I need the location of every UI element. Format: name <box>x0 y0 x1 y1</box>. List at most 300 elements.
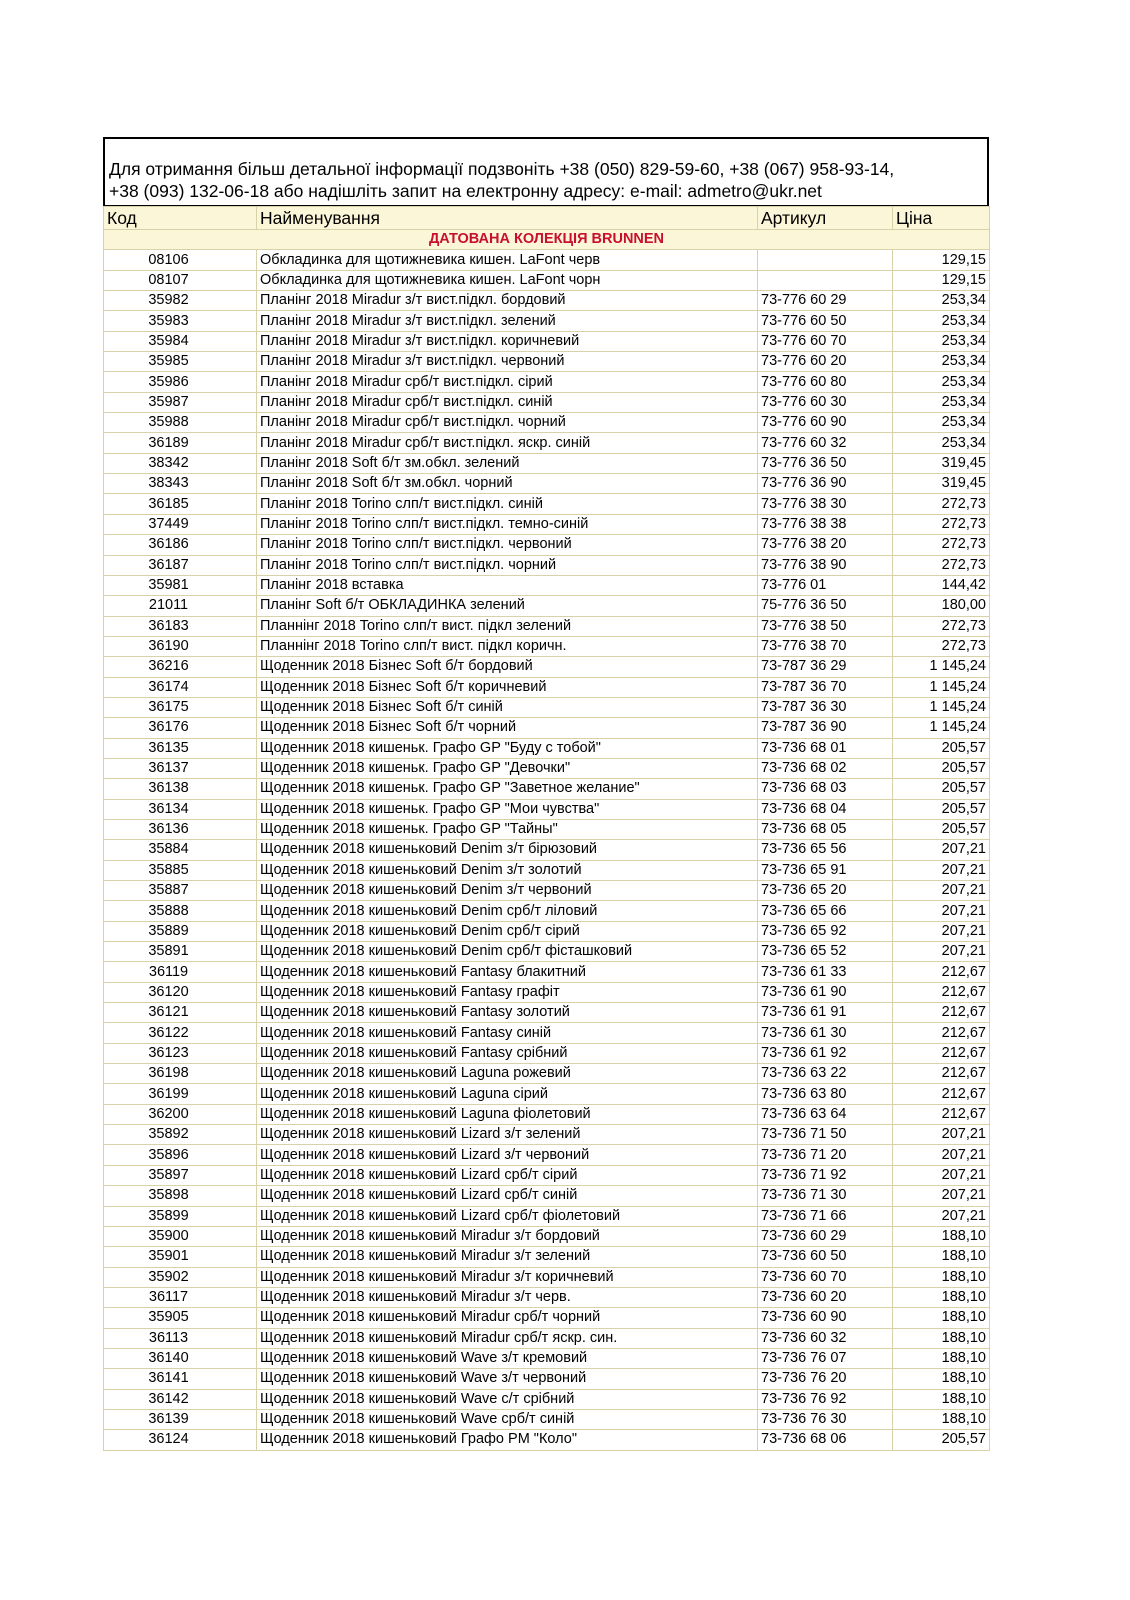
code-cell: 36142 <box>104 1389 257 1409</box>
table-row <box>104 1023 990 1043</box>
table-row <box>104 718 990 738</box>
price-cell: 253,34 <box>893 372 990 392</box>
table-row <box>104 575 990 595</box>
table-row <box>104 840 990 860</box>
code-cell: 36117 <box>104 1287 257 1307</box>
table-row <box>104 331 990 351</box>
code-cell: 35987 <box>104 392 257 412</box>
code-cell: 35885 <box>104 860 257 880</box>
table-row <box>104 738 990 758</box>
table-row <box>104 535 990 555</box>
code-cell: 36138 <box>104 779 257 799</box>
article-cell: 73-776 38 38 <box>758 514 893 534</box>
code-cell: 36186 <box>104 535 257 555</box>
name-cell: Планінг 2018 Miradur срб/т вист.підкл. чорний <box>257 413 758 433</box>
name-cell: Щоденник 2018 кишеньк. Графо GP "Заветное желание" <box>257 779 758 799</box>
code-cell: 38343 <box>104 474 257 494</box>
article-cell: 73-736 61 90 <box>758 982 893 1002</box>
price-cell: 212,67 <box>893 1003 990 1023</box>
table-row <box>104 311 990 331</box>
price-cell: 212,67 <box>893 982 990 1002</box>
price-cell: 319,45 <box>893 474 990 494</box>
name-cell: Щоденник 2018 кишеньковий Denim срб/т фісташковий <box>257 942 758 962</box>
article-cell: 73-736 61 33 <box>758 962 893 982</box>
name-cell: Щоденник 2018 кишеньковий Miradur срб/т яскр. син. <box>257 1328 758 1348</box>
table-row <box>104 596 990 616</box>
code-cell: 35891 <box>104 942 257 962</box>
price-cell: 253,34 <box>893 413 990 433</box>
article-cell: 73-776 36 50 <box>758 453 893 473</box>
code-cell: 36174 <box>104 677 257 697</box>
code-cell: 36139 <box>104 1409 257 1429</box>
table-row <box>104 1389 990 1409</box>
price-cell: 188,10 <box>893 1369 990 1389</box>
table-row <box>104 291 990 311</box>
table-header-row <box>104 207 990 230</box>
table-row <box>104 270 990 290</box>
name-cell: Планінг 2018 Miradur з/т вист.підкл. коричневий <box>257 331 758 351</box>
article-cell: 73-736 63 22 <box>758 1064 893 1084</box>
table-row <box>104 616 990 636</box>
article-cell: 73-736 60 20 <box>758 1287 893 1307</box>
name-cell: Щоденник 2018 кишеньковий Miradur з/т коричневий <box>257 1267 758 1287</box>
code-cell: 36135 <box>104 738 257 758</box>
table-row <box>104 433 990 453</box>
name-cell: Щоденник 2018 Бізнес Soft б/т бордовий <box>257 657 758 677</box>
price-cell: 272,73 <box>893 535 990 555</box>
code-cell: 08107 <box>104 270 257 290</box>
code-cell: 35889 <box>104 921 257 941</box>
name-cell: Щоденник 2018 Бізнес Soft б/т коричневий <box>257 677 758 697</box>
article-cell: 73-776 60 20 <box>758 352 893 372</box>
price-cell: 272,73 <box>893 616 990 636</box>
price-cell: 180,00 <box>893 596 990 616</box>
code-cell: 08106 <box>104 250 257 270</box>
name-cell: Планінг 2018 Miradur срб/т вист.підкл. сірий <box>257 372 758 392</box>
table-row <box>104 1409 990 1429</box>
price-cell: 188,10 <box>893 1267 990 1287</box>
table-row <box>104 1206 990 1226</box>
name-cell: Щоденник 2018 кишеньковий Wave з/т червоний <box>257 1369 758 1389</box>
article-cell: 73-736 68 02 <box>758 758 893 778</box>
price-cell: 144,42 <box>893 575 990 595</box>
price-cell: 188,10 <box>893 1328 990 1348</box>
price-cell: 205,57 <box>893 779 990 799</box>
table-row <box>104 901 990 921</box>
name-cell: Щоденник 2018 кишеньк. Графо GP "Буду с тобой" <box>257 738 758 758</box>
name-cell: Щоденник 2018 кишеньковий Lizard з/т червоний <box>257 1145 758 1165</box>
price-cell: 129,15 <box>893 250 990 270</box>
category-row <box>104 230 990 250</box>
name-cell: Планнінг 2018 Torino слп/т вист. підкл коричн. <box>257 636 758 656</box>
table-row <box>104 1064 990 1084</box>
name-cell: Щоденник 2018 кишеньк. Графо GP "Тайны" <box>257 819 758 839</box>
article-cell: 73-736 68 03 <box>758 779 893 799</box>
table-row <box>104 921 990 941</box>
price-cell: 188,10 <box>893 1389 990 1409</box>
code-cell: 38342 <box>104 453 257 473</box>
price-cell: 205,57 <box>893 799 990 819</box>
table-row <box>104 799 990 819</box>
code-cell: 36140 <box>104 1348 257 1368</box>
price-cell: 188,10 <box>893 1348 990 1368</box>
table-row <box>104 474 990 494</box>
table-row <box>104 1369 990 1389</box>
code-cell: 35905 <box>104 1308 257 1328</box>
code-cell: 35984 <box>104 331 257 351</box>
article-cell <box>758 270 893 290</box>
name-cell: Щоденник 2018 кишеньковий Miradur срб/т чорний <box>257 1308 758 1328</box>
table-row <box>104 392 990 412</box>
table-row <box>104 1003 990 1023</box>
header-price: Ціна <box>893 207 990 230</box>
table-row <box>104 250 990 270</box>
name-cell: Щоденник 2018 кишеньковий Denim срб/т сірий <box>257 921 758 941</box>
code-cell: 35898 <box>104 1186 257 1206</box>
code-cell: 36190 <box>104 636 257 656</box>
name-cell: Обкладинка для щотижневика кишен. LaFont черв <box>257 250 758 270</box>
code-cell: 36185 <box>104 494 257 514</box>
code-cell: 35902 <box>104 1267 257 1287</box>
name-cell: Щоденник 2018 кишеньковий Denim срб/т ліловий <box>257 901 758 921</box>
article-cell: 73-736 65 20 <box>758 881 893 901</box>
price-cell: 207,21 <box>893 1206 990 1226</box>
price-cell: 253,34 <box>893 291 990 311</box>
table-row <box>104 494 990 514</box>
price-cell: 188,10 <box>893 1409 990 1429</box>
name-cell: Щоденник 2018 кишеньковий Miradur з/т бордовий <box>257 1226 758 1246</box>
price-cell: 207,21 <box>893 1186 990 1206</box>
price-cell: 207,21 <box>893 942 990 962</box>
price-cell: 207,21 <box>893 901 990 921</box>
name-cell: Щоденник 2018 кишеньковий Lizard срб/т фіолетовий <box>257 1206 758 1226</box>
code-cell: 36200 <box>104 1104 257 1124</box>
article-cell: 73-736 63 80 <box>758 1084 893 1104</box>
price-cell: 188,10 <box>893 1308 990 1328</box>
code-cell: 36199 <box>104 1084 257 1104</box>
price-cell: 212,67 <box>893 962 990 982</box>
table-row <box>104 1043 990 1063</box>
name-cell: Щоденник 2018 кишеньк. Графо GP "Мои чувства" <box>257 799 758 819</box>
code-cell: 36123 <box>104 1043 257 1063</box>
code-cell: 36175 <box>104 697 257 717</box>
code-cell: 35900 <box>104 1226 257 1246</box>
contact-info-box <box>103 137 989 206</box>
price-cell: 1 145,24 <box>893 718 990 738</box>
article-cell: 73-736 76 20 <box>758 1369 893 1389</box>
table-row <box>104 1226 990 1246</box>
table-row <box>104 1125 990 1145</box>
table-row <box>104 555 990 575</box>
price-cell: 205,57 <box>893 758 990 778</box>
article-cell: 73-736 68 06 <box>758 1430 893 1450</box>
code-cell: 35988 <box>104 413 257 433</box>
article-cell: 73-776 60 90 <box>758 413 893 433</box>
table-row <box>104 636 990 656</box>
price-cell: 207,21 <box>893 1165 990 1185</box>
code-cell: 36113 <box>104 1328 257 1348</box>
table-row <box>104 1186 990 1206</box>
price-cell: 319,45 <box>893 453 990 473</box>
name-cell: Планінг 2018 Miradur срб/т вист.підкл. синій <box>257 392 758 412</box>
article-cell: 73-736 71 66 <box>758 1206 893 1226</box>
name-cell: Планінг 2018 Torino слп/т вист.підкл. чорний <box>257 555 758 575</box>
name-cell: Планнінг 2018 Torino слп/т вист. підкл зелений <box>257 616 758 636</box>
article-cell: 73-736 60 90 <box>758 1308 893 1328</box>
table-row <box>104 1084 990 1104</box>
category-title: ДАТОВАНА КОЛЕКЦІЯ BRUNNEN <box>104 230 990 250</box>
name-cell: Щоденник 2018 кишеньковий Fantasy блакитний <box>257 962 758 982</box>
code-cell: 36189 <box>104 433 257 453</box>
article-cell: 73-776 60 80 <box>758 372 893 392</box>
price-cell: 253,34 <box>893 311 990 331</box>
article-cell: 73-776 01 <box>758 575 893 595</box>
name-cell: Обкладинка для щотижневика кишен. LaFont чорн <box>257 270 758 290</box>
table-row <box>104 1247 990 1267</box>
name-cell: Щоденник 2018 кишеньковий Laguna сірий <box>257 1084 758 1104</box>
article-cell: 73-776 36 90 <box>758 474 893 494</box>
article-cell: 73-776 38 20 <box>758 535 893 555</box>
table-row <box>104 372 990 392</box>
article-cell: 73-736 65 92 <box>758 921 893 941</box>
article-cell: 73-787 36 90 <box>758 718 893 738</box>
article-cell: 73-736 60 32 <box>758 1328 893 1348</box>
code-cell: 35887 <box>104 881 257 901</box>
code-cell: 36187 <box>104 555 257 575</box>
table-row <box>104 697 990 717</box>
article-cell: 73-736 60 50 <box>758 1247 893 1267</box>
article-cell: 73-736 71 20 <box>758 1145 893 1165</box>
code-cell: 36122 <box>104 1023 257 1043</box>
code-cell: 36136 <box>104 819 257 839</box>
price-cell: 272,73 <box>893 494 990 514</box>
code-cell: 35986 <box>104 372 257 392</box>
article-cell: 73-736 68 05 <box>758 819 893 839</box>
table-row <box>104 860 990 880</box>
code-cell: 35985 <box>104 352 257 372</box>
name-cell: Планінг 2018 Miradur срб/т вист.підкл. яскр. синій <box>257 433 758 453</box>
name-cell: Щоденник 2018 кишеньковий Miradur з/т зелений <box>257 1247 758 1267</box>
price-cell: 188,10 <box>893 1287 990 1307</box>
name-cell: Щоденник 2018 кишеньковий Wave срб/т синій <box>257 1409 758 1429</box>
code-cell: 36183 <box>104 616 257 636</box>
article-cell: 73-736 71 92 <box>758 1165 893 1185</box>
code-cell: 36176 <box>104 718 257 738</box>
code-cell: 35888 <box>104 901 257 921</box>
code-cell: 36134 <box>104 799 257 819</box>
price-list-sheet <box>103 137 989 1451</box>
article-cell: 73-736 71 30 <box>758 1186 893 1206</box>
name-cell: Планінг 2018 Miradur з/т вист.підкл. червоний <box>257 352 758 372</box>
code-cell: 36124 <box>104 1430 257 1450</box>
table-row <box>104 352 990 372</box>
table-row <box>104 819 990 839</box>
price-cell: 207,21 <box>893 881 990 901</box>
price-cell: 212,67 <box>893 1104 990 1124</box>
price-cell: 207,21 <box>893 860 990 880</box>
table-row <box>104 1145 990 1165</box>
table-row <box>104 1308 990 1328</box>
table-row <box>104 962 990 982</box>
price-cell: 272,73 <box>893 555 990 575</box>
code-cell: 35983 <box>104 311 257 331</box>
table-row <box>104 758 990 778</box>
name-cell: Щоденник 2018 кишеньковий Denim з/т червоний <box>257 881 758 901</box>
name-cell: Щоденник 2018 кишеньковий Графо PM "Коло" <box>257 1430 758 1450</box>
contact-info-line-1: Для отримання більш детальної інформації подзвоніть +38 (050) 829-59-60, +38 (067) 958-93-14, <box>109 159 895 179</box>
code-cell: 36121 <box>104 1003 257 1023</box>
article-cell: 73-736 65 91 <box>758 860 893 880</box>
code-cell: 35892 <box>104 1125 257 1145</box>
price-cell: 212,67 <box>893 1043 990 1063</box>
article-cell: 75-776 36 50 <box>758 596 893 616</box>
name-cell: Щоденник 2018 кишеньковий Fantasy графіт <box>257 982 758 1002</box>
name-cell: Щоденник 2018 кишеньковий Lizard срб/т синій <box>257 1186 758 1206</box>
table-row <box>104 982 990 1002</box>
code-cell: 35899 <box>104 1206 257 1226</box>
name-cell: Щоденник 2018 Бізнес Soft б/т синій <box>257 697 758 717</box>
price-cell: 188,10 <box>893 1247 990 1267</box>
name-cell: Щоденник 2018 Бізнес Soft б/т чорний <box>257 718 758 738</box>
article-cell: 73-776 60 70 <box>758 331 893 351</box>
price-cell: 212,67 <box>893 1084 990 1104</box>
table-row <box>104 514 990 534</box>
table-row <box>104 453 990 473</box>
price-cell: 207,21 <box>893 921 990 941</box>
price-cell: 207,21 <box>893 840 990 860</box>
table-row <box>104 1287 990 1307</box>
article-cell: 73-776 38 30 <box>758 494 893 514</box>
price-cell: 1 145,24 <box>893 657 990 677</box>
code-cell: 36120 <box>104 982 257 1002</box>
name-cell: Щоденник 2018 кишеньковий Wave с/т срібний <box>257 1389 758 1409</box>
table-row <box>104 881 990 901</box>
price-cell: 207,21 <box>893 1145 990 1165</box>
table-row <box>104 1328 990 1348</box>
code-cell: 35897 <box>104 1165 257 1185</box>
article-cell: 73-787 36 30 <box>758 697 893 717</box>
article-cell: 73-736 65 66 <box>758 901 893 921</box>
article-cell: 73-776 60 29 <box>758 291 893 311</box>
price-cell: 253,34 <box>893 433 990 453</box>
article-cell: 73-787 36 29 <box>758 657 893 677</box>
header-article: Артикул <box>758 207 893 230</box>
article-cell: 73-787 36 70 <box>758 677 893 697</box>
name-cell: Щоденник 2018 кишеньковий Laguna рожевий <box>257 1064 758 1084</box>
table-row <box>104 413 990 433</box>
contact-info-line-2: +38 (093) 132-06-18 або надішліть запит на електронну адресу: e-mail: admetro@ukr.net <box>109 181 822 201</box>
article-cell: 73-736 76 30 <box>758 1409 893 1429</box>
article-cell: 73-736 76 07 <box>758 1348 893 1368</box>
code-cell: 36137 <box>104 758 257 778</box>
article-cell: 73-736 65 56 <box>758 840 893 860</box>
table-row <box>104 942 990 962</box>
table-row <box>104 1348 990 1368</box>
code-cell: 35901 <box>104 1247 257 1267</box>
name-cell: Щоденник 2018 кишеньковий Fantasy срібний <box>257 1043 758 1063</box>
article-cell: 73-776 60 30 <box>758 392 893 412</box>
name-cell: Планінг 2018 Miradur з/т вист.підкл. бордовий <box>257 291 758 311</box>
price-cell: 205,57 <box>893 819 990 839</box>
table-row <box>104 677 990 697</box>
article-cell: 73-736 60 70 <box>758 1267 893 1287</box>
article-cell: 73-736 60 29 <box>758 1226 893 1246</box>
name-cell: Щоденник 2018 кишеньковий Lizard з/т зелений <box>257 1125 758 1145</box>
code-cell: 36141 <box>104 1369 257 1389</box>
code-cell: 36216 <box>104 657 257 677</box>
name-cell: Щоденник 2018 кишеньковий Laguna фіолетовий <box>257 1104 758 1124</box>
code-cell: 37449 <box>104 514 257 534</box>
article-cell: 73-736 68 01 <box>758 738 893 758</box>
name-cell: Планінг 2018 Soft б/т зм.обкл. зелений <box>257 453 758 473</box>
name-cell: Щоденник 2018 кишеньковий Lizard срб/т сірий <box>257 1165 758 1185</box>
price-cell: 272,73 <box>893 514 990 534</box>
table-row <box>104 657 990 677</box>
article-cell: 73-736 63 64 <box>758 1104 893 1124</box>
article-cell: 73-736 61 92 <box>758 1043 893 1063</box>
table-row <box>104 1430 990 1450</box>
name-cell: Планінг 2018 Torino слп/т вист.підкл. темно-синій <box>257 514 758 534</box>
name-cell: Планінг 2018 Soft б/т зм.обкл. чорний <box>257 474 758 494</box>
price-cell: 1 145,24 <box>893 677 990 697</box>
article-cell: 73-736 71 50 <box>758 1125 893 1145</box>
price-table <box>103 206 990 1451</box>
article-cell: 73-736 68 04 <box>758 799 893 819</box>
code-cell: 35884 <box>104 840 257 860</box>
price-cell: 212,67 <box>893 1023 990 1043</box>
name-cell: Щоденник 2018 кишеньковий Fantasy синій <box>257 1023 758 1043</box>
article-cell: 73-736 61 30 <box>758 1023 893 1043</box>
code-cell: 36119 <box>104 962 257 982</box>
price-cell: 212,67 <box>893 1064 990 1084</box>
name-cell: Планінг 2018 Torino слп/т вист.підкл. червоний <box>257 535 758 555</box>
price-cell: 205,57 <box>893 738 990 758</box>
code-cell: 21011 <box>104 596 257 616</box>
code-cell: 36198 <box>104 1064 257 1084</box>
table-row <box>104 779 990 799</box>
price-cell: 205,57 <box>893 1430 990 1450</box>
code-cell: 35981 <box>104 575 257 595</box>
header-code: Код <box>104 207 257 230</box>
table-row <box>104 1104 990 1124</box>
table-row <box>104 1165 990 1185</box>
price-cell: 253,34 <box>893 331 990 351</box>
price-cell: 253,34 <box>893 392 990 412</box>
price-cell: 1 145,24 <box>893 697 990 717</box>
name-cell: Планінг 2018 вставка <box>257 575 758 595</box>
code-cell: 35896 <box>104 1145 257 1165</box>
name-cell: Щоденник 2018 кишеньковий Denim з/т бірюзовий <box>257 840 758 860</box>
article-cell <box>758 250 893 270</box>
table-row <box>104 1267 990 1287</box>
price-cell: 129,15 <box>893 270 990 290</box>
header-name: Найменування <box>257 207 758 230</box>
name-cell: Планінг Soft б/т ОБКЛАДИНКА зелений <box>257 596 758 616</box>
article-cell: 73-776 38 70 <box>758 636 893 656</box>
article-cell: 73-736 65 52 <box>758 942 893 962</box>
name-cell: Щоденник 2018 кишеньк. Графо GP "Девочки" <box>257 758 758 778</box>
price-cell: 188,10 <box>893 1226 990 1246</box>
article-cell: 73-776 60 32 <box>758 433 893 453</box>
article-cell: 73-776 60 50 <box>758 311 893 331</box>
price-cell: 207,21 <box>893 1125 990 1145</box>
price-cell: 272,73 <box>893 636 990 656</box>
name-cell: Планінг 2018 Miradur з/т вист.підкл. зелений <box>257 311 758 331</box>
name-cell: Щоденник 2018 кишеньковий Denim з/т золотий <box>257 860 758 880</box>
article-cell: 73-776 38 90 <box>758 555 893 575</box>
article-cell: 73-736 61 91 <box>758 1003 893 1023</box>
name-cell: Планінг 2018 Torino слп/т вист.підкл. синій <box>257 494 758 514</box>
